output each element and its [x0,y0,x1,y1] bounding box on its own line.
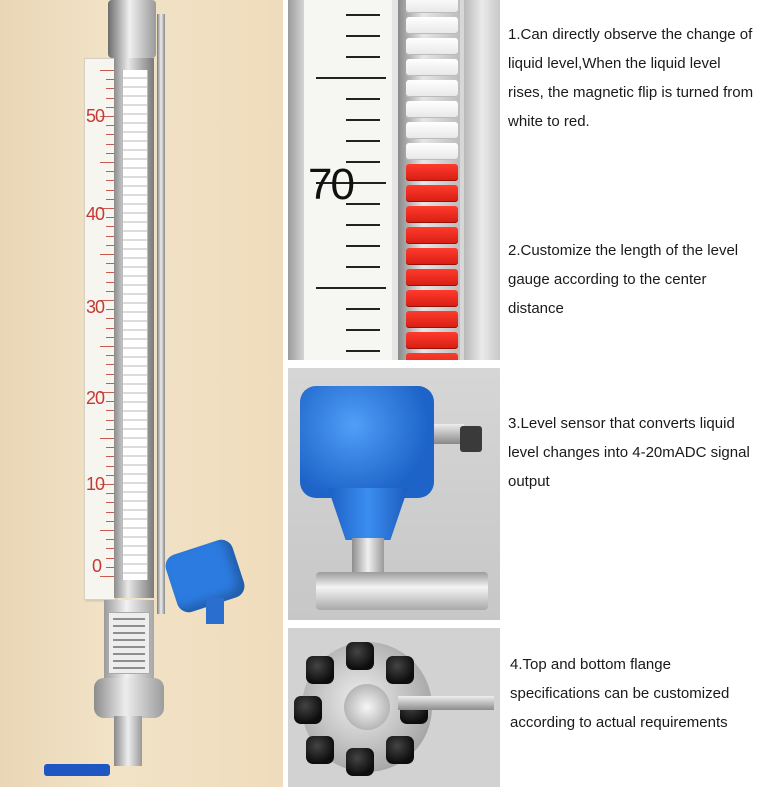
flip-red [406,185,458,202]
flip-white [406,101,458,118]
scale-tick [100,254,114,255]
scale-tick [106,355,114,356]
scale-tick [106,374,114,375]
scale-tick [106,456,114,457]
flip-red [406,290,458,307]
flip-red [406,332,458,349]
ruler-tick [346,140,380,142]
cable-end [460,426,482,452]
ruler-tick [346,224,380,226]
scale-tick [106,144,114,145]
flip-white [406,38,458,55]
bolt [306,656,334,684]
scale-number-10: 10 [86,474,105,494]
junction-box-neck [206,598,224,624]
feature-description-1: 1.Can directly observe the change of liquid level,When the liquid level rises, the magnetic flip is turned from white to red. [508,26,754,130]
flip-red [406,311,458,328]
scale-tick [100,346,114,347]
sensor-head [300,386,434,498]
ruler-tick [346,350,380,352]
ruler-tick [346,308,380,310]
scale-tick [106,88,114,89]
ruler-tick [346,56,380,58]
ruler-tick [346,14,380,16]
closeup-flip-indicator [288,0,500,360]
scale-tick [106,493,114,494]
scale-tick [100,530,114,531]
scale-tick [106,447,114,448]
scale-tick [106,98,114,99]
flip-white [406,122,458,139]
scale-number-20: 20 [86,388,105,408]
scale-tick [106,502,114,503]
nameplate [108,612,150,674]
ruler-tick [346,329,380,331]
scale-tick [106,190,114,191]
scale-tick [106,328,114,329]
scale-tick [106,107,114,108]
ruler-tick [346,245,380,247]
scale-tick [100,438,114,439]
ruler-tick [316,77,386,79]
scale-tick [106,134,114,135]
flip-red [406,206,458,223]
scale-tick [106,383,114,384]
scale-tick [106,236,114,237]
scale-tick [106,466,114,467]
scale-tick [106,282,114,283]
bottom-flange [94,678,164,718]
sensor-pipe [316,572,488,610]
ruler-tick [346,98,380,100]
scale-tick [100,162,114,163]
scale-tick [106,309,114,310]
support-rod [157,14,165,614]
valve-handle [44,764,110,776]
scale-number-40: 40 [86,204,105,224]
scale-tick [106,272,114,273]
scale-tick [106,337,114,338]
flip-red [406,248,458,265]
scale-number-0: 0 [92,556,102,576]
bolt [306,736,334,764]
flip-column [122,70,148,580]
flip-red [406,353,458,360]
side-rail [464,0,500,360]
bolt [346,748,374,776]
scale-tick [106,410,114,411]
flip-red [406,227,458,244]
feature-description-4: 4.Top and bottom flange specifications can be customized according to actual requirements [510,656,730,731]
scale-tick [106,401,114,402]
level-sensor-photo [288,368,500,620]
scale-tick [106,558,114,559]
bottom-pipe [114,716,142,766]
scale-tick [106,364,114,365]
scale-tick [106,171,114,172]
scale-tick [106,180,114,181]
product-photo-gauge [0,0,283,787]
ruler-tick [346,119,380,121]
ruler-tick [316,287,386,289]
bolt [294,696,322,724]
scale-tick [106,79,114,80]
ruler-tick [346,266,380,268]
scale-tick [106,539,114,540]
flip-white [406,143,458,160]
ruler-tick [346,35,380,37]
flip-red [406,269,458,286]
scale-tick [106,420,114,421]
scale-tick [100,70,114,71]
scale-tick [106,429,114,430]
scale-tick [106,245,114,246]
scale-tick [106,263,114,264]
scale-board [84,58,116,600]
bolt [346,642,374,670]
flange-photo [288,628,500,787]
scale-tick [106,199,114,200]
junction-box [162,537,247,616]
scale-tick [106,548,114,549]
flip-red [406,164,458,181]
scale-tick [106,521,114,522]
ruler-number-70: 70 [308,160,353,209]
feature-description-2: 2.Customize the length of the level gauge according to the center distance [508,242,739,317]
scale-tick [106,153,114,154]
scale-number-50: 50 [86,106,105,126]
scale-number-30: 30 [86,297,105,317]
scale-tick [106,475,114,476]
flip-white [406,17,458,34]
flip-white [406,59,458,76]
top-cap [108,0,156,58]
scale-tick [106,217,114,218]
feature-description-3: 3.Level sensor that converts liquid level changes into 4-20mADC signal output [508,415,750,490]
scale-tick [106,125,114,126]
scale-tick [106,512,114,513]
bolt [386,736,414,764]
bolt [386,656,414,684]
scale-tick [106,318,114,319]
flip-white [406,80,458,97]
scale-tick [106,291,114,292]
scale-tick [106,567,114,568]
flange-fitting [398,696,494,710]
magnetic-flips [406,0,458,360]
flip-white [406,0,458,13]
sensor-neck [328,488,408,540]
scale-tick [100,576,114,577]
scale-tick [106,226,114,227]
flange-hub [344,684,390,730]
